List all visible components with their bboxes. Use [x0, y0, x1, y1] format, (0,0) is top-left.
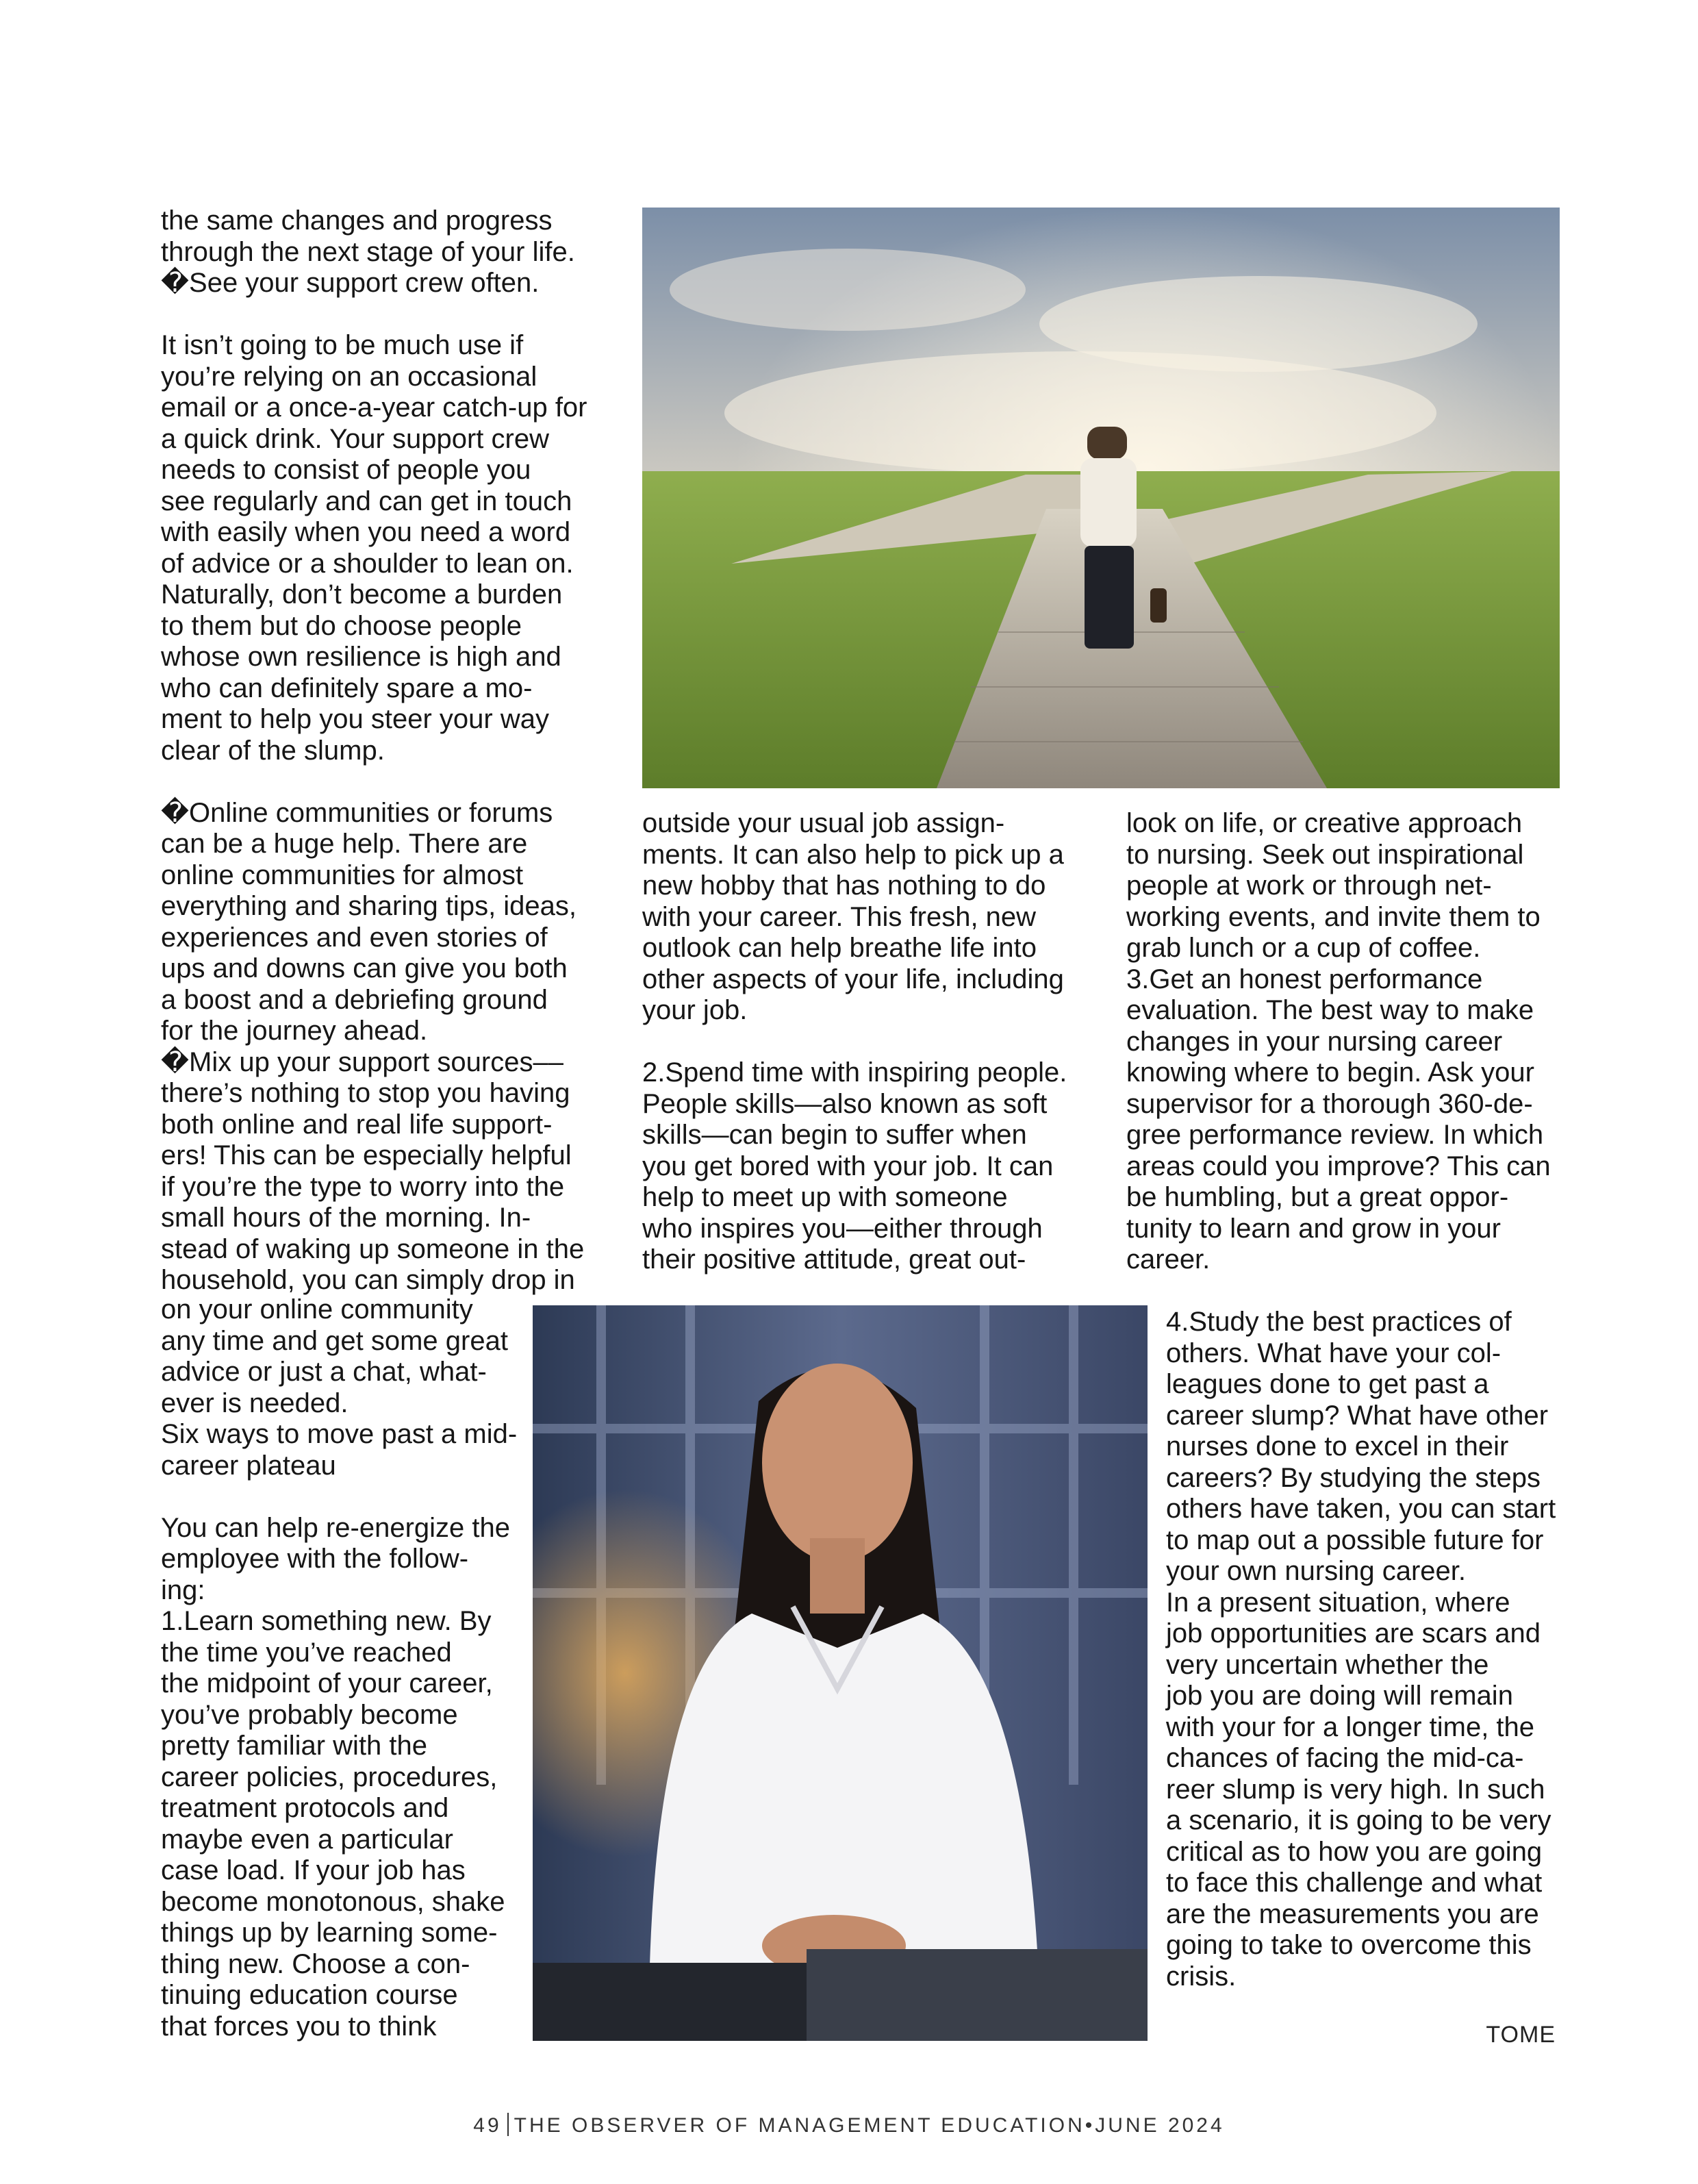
page-footer	[0, 2113, 1698, 2137]
woman-at-desk-photo	[533, 1305, 1148, 2041]
author-signature: TOME	[1486, 2022, 1556, 2048]
left-column-top-text: the same changes and progress through the next stage of your life. �See your support crew often. It isn’t going to be much use if you’re relying on an occasional email or a once-a-year catch-up for a quick drink. Your support crew needs to consist of people you see regularly and can get in touch with easily when you need a word of advice or a shoulder to lean on. Naturally, don’t become a burden to them but do choose people whose own resilience is high and who can definitely spare a mo- ment to help you steer your way clear of the slump. �Online communities or forums can be a huge help. There are online communities for almost everything and sharing tips, ideas, experiences and even stories of ups and downs can give you both a boost and a debriefing ground for the journey ahead. �Mix up your support sources–– there’s nothing to stop you having both online and real life support- ers! This can be especially helpful if you’re the type to worry into the small hours of the morning. In- stead of waking up someone in the household, you can simply drop in	[161, 205, 587, 1295]
left-column-bottom-text: on your online community any time and get some great advice or just a chat, what- ever is needed. Six ways to move past a mid- career plateau You can help re-energize the employee with the follow- ing: 1.Learn something new. By the time you’ve reached the midpoint of your career, you’ve probably become pretty familiar with the career policies, procedures, treatment protocols and maybe even a particular case load. If your job has become monotonous, shake things up by learning some- thing new. Choose a con- tinuing education course that forces you to think	[161, 1294, 518, 2042]
crossroads-photo	[642, 208, 1560, 788]
right-column-top-text: look on life, or creative approach to nursing. Seek out inspirational people at work or through net- working events, and invite them to grab lunch or a cup of coffee. 3.Get an honest performance evaluation. The best way to make changes in your nursing career knowing where to begin. Ask your supervisor for a thorough 360-de- gree performance review. In which areas could you improve? This can be humbling, but a great oppor- tunity to learn and grow in your career.	[1126, 808, 1551, 1275]
middle-column-text: outside your usual job assign- ments. It can also help to pick up a new hobby that has nothing to do with your career. This fresh, new outlook can help breathe life into other aspects of your life, including your job. 2.Spend time with inspiring people. People skills—also known as soft skills—can begin to suffer when you get bored with your job. It can help to meet up with someone who inspires you—either through their positive attitude, great out-	[642, 808, 1067, 1275]
publication-name: THE OBSERVER OF MANAGEMENT EDUCATION•JUNE 2024	[514, 2114, 1225, 2137]
right-column-bottom-text: 4.Study the best practices of others. What have your col- leagues done to get past a career slump? What have other nurses done to excel in their careers? By studying the steps others have taken, you can start to map out a possible future for your own nursing career. In a present situation, where job opportunities are scars and very uncertain whether the job you are doing will remain with your for a longer time, the chances of facing the mid-ca- reer slump is very high. In such a scenario, it is going to be very critical as to how you are going to face this challenge and what are the measurements you are going to take to overcome this crisis.	[1166, 1307, 1556, 1992]
footer-divider	[507, 2113, 509, 2136]
page-number: 49	[473, 2114, 502, 2137]
